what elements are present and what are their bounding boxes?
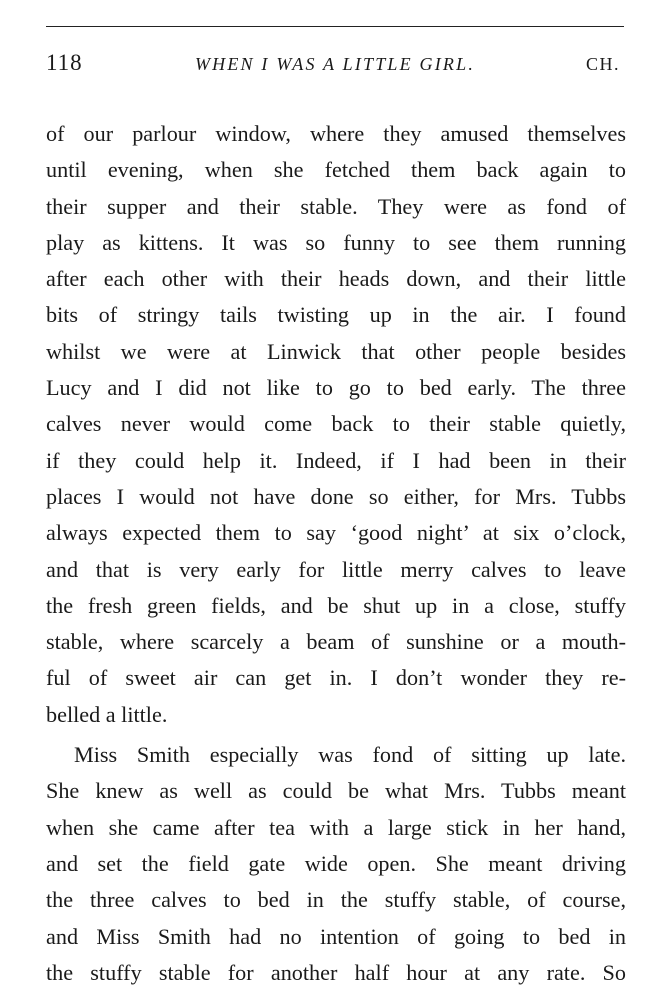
text-line: calves never would come back to their stable quietly, [46,411,626,437]
text-line: the three calves to bed in the stuffy stable, of course, [46,887,626,913]
paragraph-2 [46,737,626,991]
running-title: WHEN I WAS A LITTLE GIRL. [194,54,476,74]
running-head [46,50,624,84]
text-line: and Miss Smith had no intention of going to bed in [46,923,626,949]
header-rule [46,26,624,27]
text-line: bits of stringy tails twisting up in the air. I found [46,302,626,328]
text-line: the fresh green fields, and be shut up in a close, stuffy [46,592,626,618]
page-number: 118 [46,50,83,75]
text-line: always expected them to say ‘good night’ at six o’clock, [46,520,626,546]
text-line: stable, where scarcely a beam of sunshine or a mouth- [46,629,626,655]
text-line: places I would not have done so either, for Mrs. Tubbs [46,483,626,509]
text-line: ful of sweet air can get in. I don’t wonder they re- [46,665,626,691]
text-line: and set the field gate wide open. She meant driving [46,850,626,876]
text-line: their supper and their stable. They were as fond of [46,193,626,219]
text-line: Miss Smith especially was fond of sitting up late. [74,742,626,768]
text-line: She knew as well as could be what Mrs. Tubbs meant [46,778,626,804]
paragraph-1 [46,116,626,733]
chapter-abbrev: CH. [585,54,620,74]
body-text [46,116,626,991]
text-line: until evening, when she fetched them back again to [46,157,626,183]
text-line: when she came after tea with a large stick in her hand, [46,814,626,840]
text-line: and that is very early for little merry calves to leave [46,556,626,582]
text-line: of our parlour window, where they amused themselves [46,121,626,146]
text-line: belled a little. [46,701,168,727]
text-line: if they could help it. Indeed, if I had been in their [46,447,626,473]
text-line: whilst we were at Linwick that other people besides [46,338,626,364]
text-line: Lucy and I did not like to go to bed early. The three [46,375,626,401]
text-line: after each other with their heads down, and their little [46,266,626,292]
text-line: play as kittens. It was so funny to see them running [46,229,626,255]
text-line: the stuffy stable for another half hour at any rate. So [46,959,626,985]
